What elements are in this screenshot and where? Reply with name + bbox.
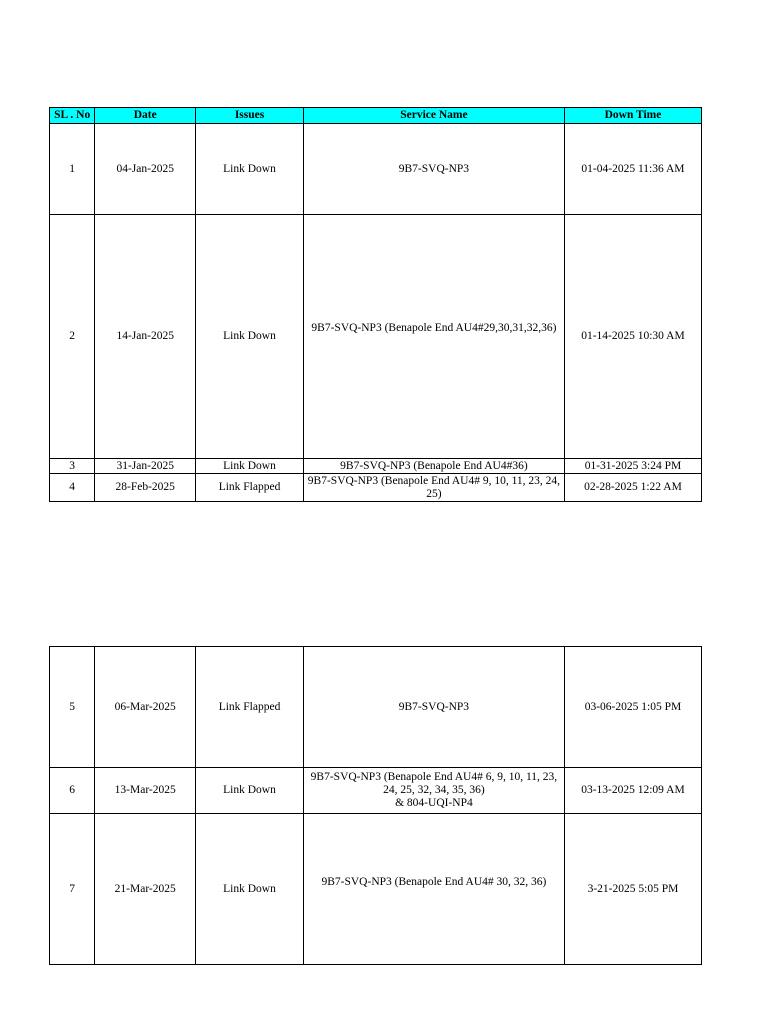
cell-down-time: 03-13-2025 12:09 AM <box>564 768 701 814</box>
cell-date: 21-Mar-2025 <box>95 814 196 965</box>
header-date: Date <box>95 108 196 124</box>
table-row <box>50 474 702 502</box>
cell-sl: 7 <box>50 814 95 965</box>
cell-service: 9B7-SVQ-NP3 (Benapole End AU4# 6, 9, 10, 11, 23, 24, 25, 32, 34, 35, 36) & 804-UQI-NP4 <box>303 768 564 814</box>
cell-issue: Link Down <box>196 124 304 215</box>
cell-down-time: 01-31-2025 3:24 PM <box>564 459 701 474</box>
table-row <box>50 768 702 814</box>
cell-service: 9B7-SVQ-NP3 <box>303 647 564 768</box>
table-header-row <box>50 108 702 124</box>
cell-issue: Link Flapped <box>196 474 304 502</box>
cell-sl: 1 <box>50 124 95 215</box>
header-down-time: Down Time <box>564 108 701 124</box>
cell-sl: 4 <box>50 474 95 502</box>
cell-sl: 5 <box>50 647 95 768</box>
cell-service: 9B7-SVQ-NP3 (Benapole End AU4#29,30,31,32,36) <box>303 215 564 459</box>
cell-service: 9B7-SVQ-NP3 (Benapole End AU4# 30, 32, 36) <box>303 814 564 965</box>
cell-down-time: 3-21-2025 5:05 PM <box>564 814 701 965</box>
cell-sl: 3 <box>50 459 95 474</box>
cell-issue: Link Down <box>196 459 304 474</box>
cell-date: 06-Mar-2025 <box>95 647 196 768</box>
cell-date: 13-Mar-2025 <box>95 768 196 814</box>
outage-table-1 <box>49 107 702 502</box>
cell-down-time: 03-06-2025 1:05 PM <box>564 647 701 768</box>
header-service-name: Service Name <box>303 108 564 124</box>
cell-down-time: 01-14-2025 10:30 AM <box>564 215 701 459</box>
cell-date: 28-Feb-2025 <box>95 474 196 502</box>
table-row <box>50 814 702 965</box>
cell-date: 04-Jan-2025 <box>95 124 196 215</box>
cell-issue: Link Down <box>196 768 304 814</box>
table-row <box>50 215 702 459</box>
cell-service: 9B7-SVQ-NP3 (Benapole End AU4#36) <box>303 459 564 474</box>
cell-down-time: 01-04-2025 11:36 AM <box>564 124 701 215</box>
cell-service: 9B7-SVQ-NP3 (Benapole End AU4# 9, 10, 11, 23, 24, 25) <box>303 474 564 502</box>
header-issues: Issues <box>196 108 304 124</box>
cell-service: 9B7-SVQ-NP3 <box>303 124 564 215</box>
cell-date: 31-Jan-2025 <box>95 459 196 474</box>
cell-issue: Link Down <box>196 215 304 459</box>
cell-issue: Link Flapped <box>196 647 304 768</box>
table-row <box>50 459 702 474</box>
table-row <box>50 647 702 768</box>
table-row <box>50 124 702 215</box>
cell-date: 14-Jan-2025 <box>95 215 196 459</box>
cell-sl: 2 <box>50 215 95 459</box>
outage-table-2 <box>49 646 702 965</box>
header-sl-no: SL . No <box>50 108 95 124</box>
cell-down-time: 02-28-2025 1:22 AM <box>564 474 701 502</box>
cell-sl: 6 <box>50 768 95 814</box>
cell-issue: Link Down <box>196 814 304 965</box>
